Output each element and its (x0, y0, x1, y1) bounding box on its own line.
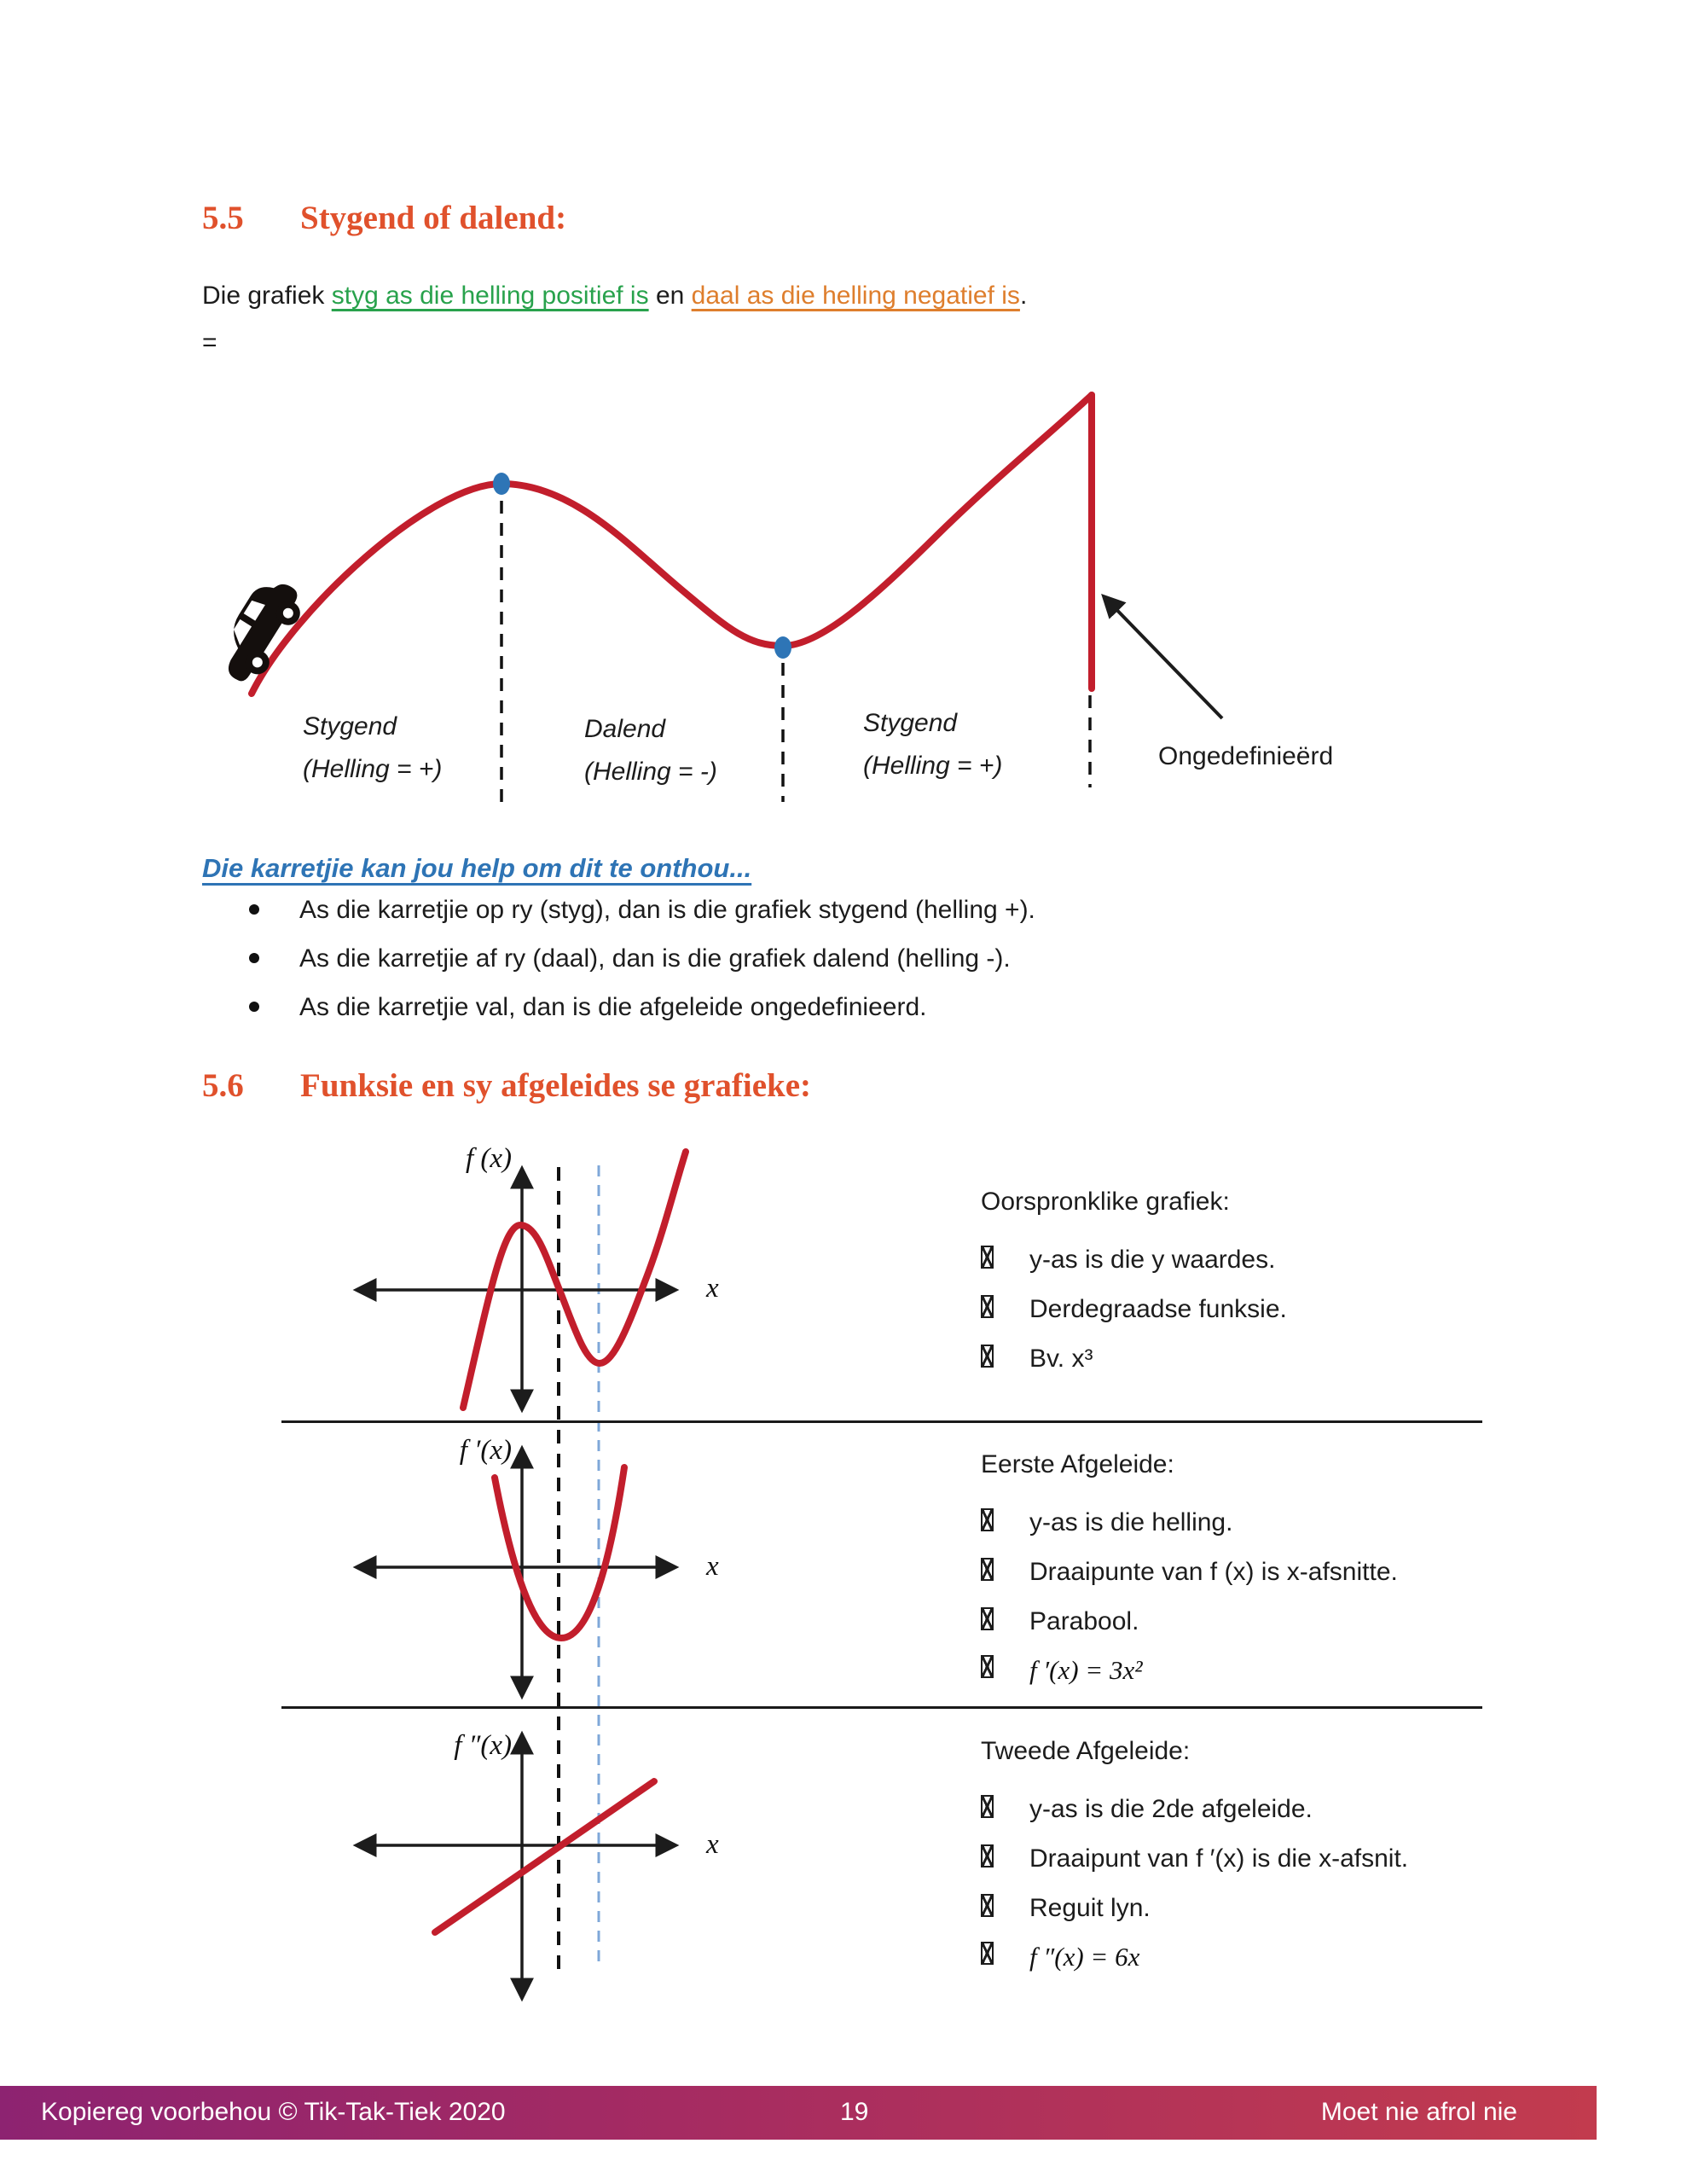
label-helling-minus: (Helling = -) (584, 758, 717, 786)
label-helling-plus-2: (Helling = +) (863, 752, 1003, 780)
divider-2 (281, 1706, 1482, 1709)
note-text: Derdegraadse funksie. (1029, 1295, 1287, 1323)
note-row (981, 1894, 1151, 1923)
note-row (981, 1844, 1408, 1873)
block-heading-eerste: Eerste Afgeleide: (981, 1450, 1174, 1478)
note-text: y-as is die helling. (1029, 1508, 1233, 1536)
note-text: f ′(x) = 3x² (1029, 1655, 1143, 1685)
note-row (981, 1345, 1093, 1374)
note-text: y-as is die 2de afgeleide. (1029, 1795, 1313, 1823)
missing-glyph-bullet-icon (981, 1894, 994, 1917)
missing-glyph-bullet-icon (981, 1795, 994, 1818)
section-5-6-number: 5.6 (202, 1067, 244, 1104)
intro-green-link: styg as die helling positief is (331, 282, 649, 310)
f-double-prime-axis-label: f ″(x) (454, 1730, 512, 1761)
missing-glyph-bullet-icon (981, 1844, 994, 1867)
section-5-5-title: Stygend of dalend: (300, 200, 567, 236)
label-ongedefinieerd: Ongedefinieërd (1158, 742, 1334, 770)
equals-line: = (202, 328, 217, 357)
graph-fx (360, 1152, 686, 1408)
f-prime-x-label: x (706, 1551, 719, 1582)
footer-bar (0, 2086, 1597, 2140)
note-row (981, 1558, 1398, 1587)
missing-glyph-bullet-icon (981, 1295, 994, 1318)
footer-copyright: Kopiereg voorbehou © Tik-Tak-Tiek 2020 (41, 2098, 506, 2126)
label-helling-plus-1: (Helling = +) (303, 755, 443, 783)
note-row (981, 1607, 1139, 1636)
note-text: Draaipunte van f (x) is x-afsnitte. (1029, 1558, 1398, 1586)
undefined-pointer-arrow (1104, 597, 1222, 718)
note-text: Bv. x³ (1029, 1345, 1093, 1373)
f-prime-axis-label: f ′(x) (459, 1435, 512, 1466)
karretjie-bullet-list (249, 896, 1035, 1042)
note-row (981, 1795, 1313, 1824)
bullet-text-1: As die karretjie op ry (styg), dan is die grafiek stygend (helling +). (299, 896, 1035, 924)
fx-x-label: x (706, 1273, 719, 1304)
fx-axis-label: f (x) (465, 1143, 512, 1174)
label-stygend-2: Stygend (863, 709, 958, 737)
graph-f-double-prime (360, 1738, 672, 1995)
note-text: Reguit lyn. (1029, 1894, 1151, 1922)
intro-orange-link: daal as die helling negatief is (691, 282, 1020, 310)
list-item (249, 944, 1035, 993)
block-heading-tweede: Tweede Afgeleide: (981, 1737, 1191, 1765)
turning-point-max-dot (493, 473, 510, 495)
derivative-graphs (281, 1143, 768, 2005)
intro-sentence (202, 282, 1027, 311)
note-row (981, 1508, 1232, 1537)
note-text: y-as is die y waardes. (1029, 1246, 1276, 1274)
bullet-text-2: As die karretjie af ry (daal), dan is die grafiek dalend (helling -). (299, 944, 1011, 973)
list-item (249, 993, 1035, 1042)
intro-mid: en (648, 282, 692, 310)
note-row (981, 1246, 1275, 1275)
note-row (981, 1295, 1287, 1324)
intro-suffix: . (1019, 282, 1028, 310)
f-double-prime-x-label: x (706, 1829, 719, 1860)
bullet-text-3: As die karretjie val, dan is die afgeleide ongedefinieerd. (299, 993, 927, 1021)
footer-warning: Moet nie afrol nie (1320, 2098, 1517, 2126)
section-5-5-number: 5.5 (202, 200, 244, 236)
missing-glyph-bullet-icon (981, 1345, 994, 1368)
straight-line-curve (435, 1781, 654, 1932)
missing-glyph-bullet-icon (981, 1558, 994, 1581)
missing-glyph-bullet-icon (981, 1942, 994, 1965)
graph-f-prime (360, 1452, 672, 1693)
intro-prefix: Die grafiek (202, 282, 332, 310)
missing-glyph-bullet-icon (981, 1607, 994, 1630)
missing-glyph-bullet-icon (981, 1655, 994, 1678)
block-heading-oorspronklike: Oorspronklike grafiek: (981, 1188, 1230, 1216)
missing-glyph-bullet-icon (981, 1508, 994, 1531)
note-row (981, 1942, 1139, 1972)
note-text: Draaipunt van f ′(x) is die x-afsnit. (1029, 1844, 1409, 1873)
hill-curve (252, 395, 1092, 694)
label-dalend: Dalend (584, 715, 666, 743)
list-item (249, 896, 1035, 944)
turning-point-min-dot (774, 636, 791, 659)
note-text: f ″(x) = 6x (1029, 1942, 1140, 1972)
footer-page-number: 19 (840, 2098, 869, 2126)
section-5-6-title: Funksie en sy afgeleides se grafieke: (300, 1067, 812, 1104)
label-stygend-1: Stygend (303, 712, 397, 741)
cubic-curve (463, 1152, 686, 1408)
missing-glyph-bullet-icon (981, 1246, 994, 1269)
tip-heading: Die karretjie kan jou help om dit te onthou... (202, 853, 752, 883)
divider-1 (281, 1420, 1482, 1423)
note-text: Parabool. (1029, 1607, 1139, 1635)
note-row (981, 1655, 1143, 1686)
